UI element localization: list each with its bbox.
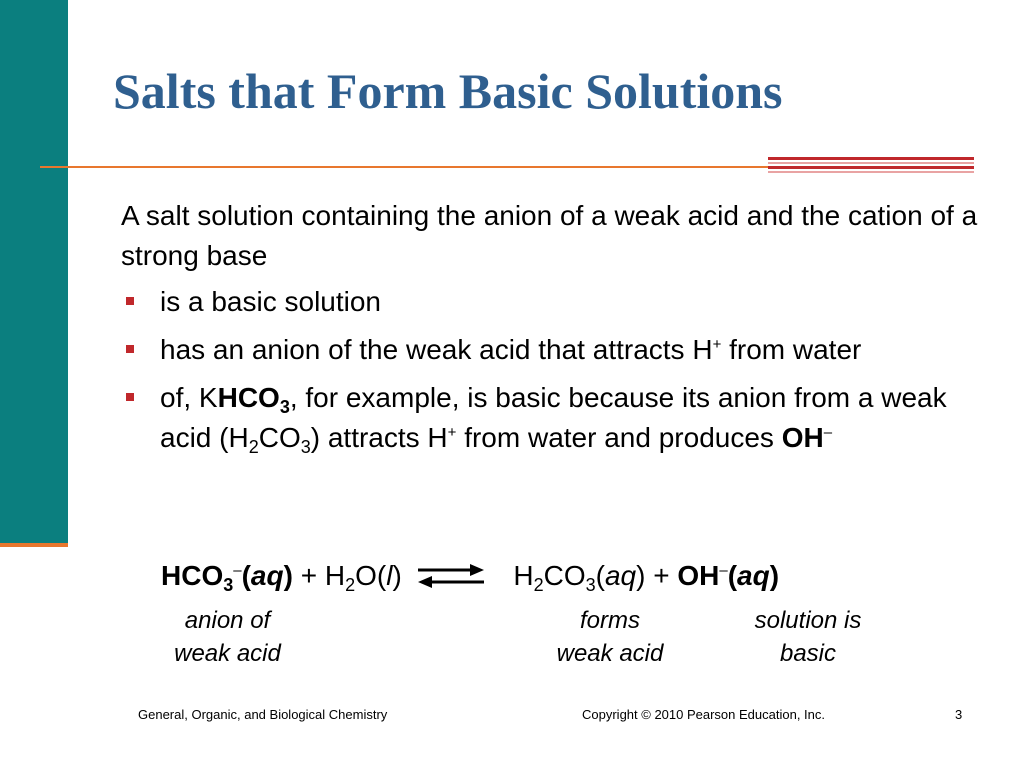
bullet-3-text-a: of, K [160, 382, 218, 413]
eq-aq: aq [250, 560, 284, 591]
bullet-3-text-b: , for example, is basic because its anion from a weak acid (H [160, 382, 947, 453]
square-bullet-icon [126, 297, 134, 305]
eq-h2co3-h: H [513, 560, 534, 591]
footer-copyright: Copyright © 2010 Pearson Education, Inc. [582, 707, 826, 722]
eq-oh-close: ) [769, 560, 780, 591]
note-basic-line1: solution is [754, 607, 862, 634]
eq-oh-aq: aq [737, 560, 770, 591]
eq-h2co3-sub3: 3 [585, 575, 596, 595]
note-forms-line2: weak acid [556, 640, 664, 667]
square-bullet-icon [126, 345, 134, 353]
eq-close: ) [392, 560, 402, 591]
note-forms-line1: forms [580, 607, 640, 634]
bullet-3-sub3b: 3 [300, 437, 311, 457]
bullet-3-sup: + [447, 424, 457, 441]
eq-h2co3-open: ( [595, 560, 605, 591]
footer-page-number: 3 [955, 707, 963, 722]
note-basic [728, 604, 888, 670]
eq-aq-close: ) [283, 560, 293, 591]
chemical-equation [161, 560, 780, 595]
eq-aq-open: ( [241, 560, 251, 591]
bullet-3-sub3: 3 [279, 397, 290, 417]
eq-plus-1: + [292, 560, 325, 591]
eq-l: l [386, 560, 393, 591]
intro-text: A salt solution containing the anion of a weak acid and the cation of a strong base [121, 200, 978, 271]
left-teal-bar [0, 0, 68, 545]
bullet-3-hco: HCO [217, 382, 280, 413]
eq-sub2: 2 [345, 575, 356, 595]
slide-body [121, 196, 981, 466]
eq-oh: OH [677, 560, 720, 591]
eq-sub3: 3 [223, 575, 234, 595]
bullet-item-3 [121, 378, 981, 458]
eq-h2co3-close: ) [636, 560, 646, 591]
eq-h2co3-co: CO [543, 560, 586, 591]
eq-plus-2: + [645, 560, 678, 591]
bullet-3-minus: – [823, 424, 833, 441]
equilibrium-arrows-icon [416, 561, 486, 591]
eq-oh-minus: – [719, 562, 728, 579]
eq-h2co3-aq: aq [604, 560, 637, 591]
bullet-item-1 [121, 282, 981, 322]
note-basic-line2: basic [779, 640, 837, 667]
bullet-3-sub2: 2 [248, 437, 259, 457]
footer-course: General, Organic, and Biological Chemistry [138, 707, 388, 722]
eq-oh-open: ( [727, 560, 738, 591]
left-orange-accent [0, 543, 68, 547]
square-bullet-icon [126, 393, 134, 401]
bullet-3-oh: OH [781, 422, 824, 453]
bullet-item-2 [121, 330, 981, 370]
bullet-3-text-c: ) attracts H [310, 422, 448, 453]
note-anion-line2: weak acid [174, 640, 281, 667]
note-forms [530, 604, 690, 670]
eq-h: H [324, 560, 346, 591]
eq-minus: – [233, 562, 242, 579]
slide-title: Salts that Form Basic Solutions [113, 63, 783, 119]
bullet-2-sup: + [712, 336, 722, 353]
note-anion [150, 604, 305, 670]
red-stripes-decoration [768, 157, 974, 179]
eq-hco: HCO [161, 560, 224, 591]
bullet-3-text-d: from water and produces [456, 422, 782, 453]
bullet-list [121, 282, 981, 458]
bullet-2-text-b: from water [721, 334, 862, 365]
eq-o: O( [355, 560, 387, 591]
eq-h2co3-sub2: 2 [533, 575, 544, 595]
bullet-1-text: is a basic solution [160, 286, 382, 317]
title-underline [40, 166, 770, 168]
bullet-2-text-a: has an anion of the weak acid that attracts H [160, 334, 713, 365]
bullet-3-co: CO [258, 422, 301, 453]
note-anion-line1: anion of [184, 607, 271, 634]
